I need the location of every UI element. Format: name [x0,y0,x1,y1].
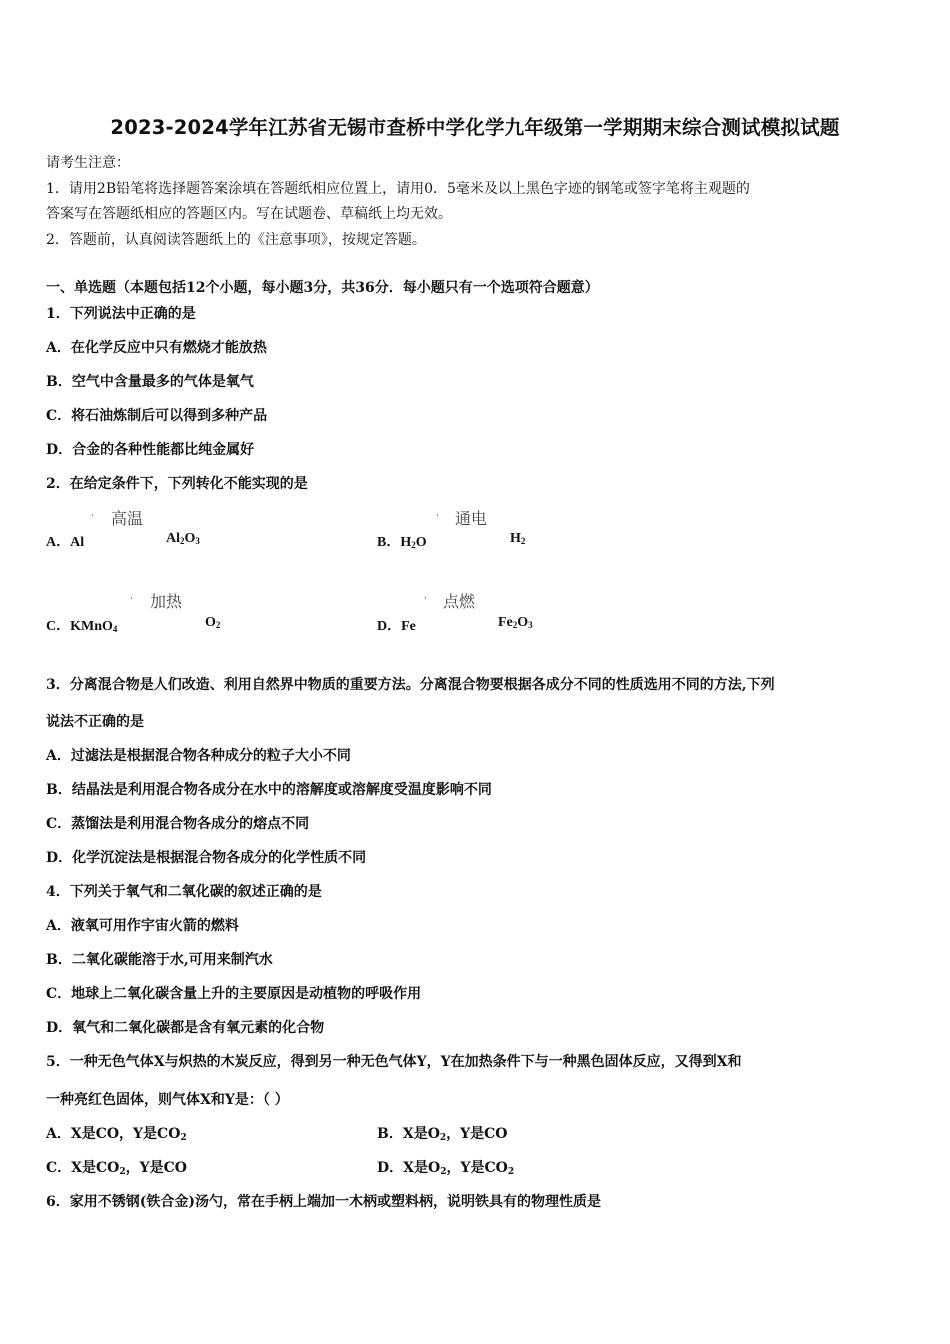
question-5-stem-line-2: 一种亮红色固体，则气体X和Y是：（ ） [46,1092,289,1108]
question-3-option-c: C．蒸馏法是利用混合物各成分的熔点不同 [46,816,310,832]
question-6-stem: 6．家用不锈钢(铁合金)汤勺，常在手柄上端加一木柄或塑料柄，说明铁具有的物理性质是 [46,1194,601,1210]
question-4-stem: 4．下列关于氧气和二氧化碳的叙述正确的是 [46,884,322,900]
question-3-option-a: A．过滤法是根据混合物各种成分的粒子大小不同 [46,748,351,764]
question-1-option-d: D．合金的各种性能都比纯金属好 [46,442,255,458]
question-3-option-d: D．化学沉淀法是根据混合物各成分的化学性质不同 [46,850,367,866]
question-2-b-condition: 通电 [455,509,488,528]
question-3-stem-line-2: 说法不正确的是 [46,714,144,730]
arrow-mark-icon: ˌ [424,591,427,601]
question-3-stem-line-1: 3．分离混合物是人们改造、利用自然界中物质的重要方法。分离混合物要根据各成分不同的性质选用不同的方法,下列 [46,677,775,693]
section-heading: 一、单选题（本题包括12个小题，每小题3分，共36分．每小题只有一个选项符合题意） [46,280,599,296]
question-2-stem: 2．在给定条件下，下列转化不能实现的是 [46,476,308,492]
notice-item-1-line-2: 答案写在答题纸相应的答题区内。写在试题卷、草稿纸上均无效。 [46,206,452,222]
arrow-mark-icon: ˌ [436,508,439,518]
question-2-d-condition: 点燃 [443,592,476,611]
question-2-option-a-reactant: A．Al [46,535,85,550]
question-4-option-c: C．地球上二氧化碳含量上升的主要原因是动植物的呼吸作用 [46,986,422,1002]
question-1-option-c: C．将石油炼制后可以得到多种产品 [46,408,268,424]
question-2-option-c-product: $O_2$ [205,615,221,630]
question-5-stem-line-1: 5．一种无色气体X与炽热的木炭反应，得到另一种无色气体Y，Y在加热条件下与一种黑色固体反应，又得到X和 [46,1054,742,1070]
question-5-option-b: B．X是$O_2$，Y是CO [377,1126,508,1143]
question-3-option-b: B．结晶法是利用混合物各成分在水中的溶解度或溶解度受温度影响不同 [46,782,492,798]
question-5-option-d: D．X是$O_2$，Y是$CO_2$ [377,1160,515,1177]
question-5-option-a: A．X是CO，Y是$CO_2$ [46,1126,187,1143]
question-2-c-condition: 加热 [150,592,183,611]
question-2-option-d-product: $Fe_2O_3$ [498,615,533,630]
question-1-stem: 1．下列说法中正确的是 [46,306,196,322]
question-2-option-b-product: $H_2$ [510,531,526,546]
question-2-option-c-reactant: C．KMnO$_4$ [46,619,118,634]
notice-item-1-line-1: 1．请用2B铅笔将选择题答案涂填在答题纸相应位置上，请用0．5毫米及以上黑色字迹的钢笔或签字笔将主观题的 [46,181,750,197]
notice-item-2: 2．答题前，认真阅读答题纸上的《注意事项》，按规定答题。 [46,232,426,248]
arrow-mark-icon: ˌ [130,591,133,601]
question-4-option-a: A．液氧可用作宇宙火箭的燃料 [46,918,239,934]
page-title: 2023-2024学年江苏省无锡市查桥中学化学九年级第一学期期末综合测试模拟试题 [110,116,840,139]
question-4-option-b: B．二氧化碳能溶于水,可用来制汽水 [46,952,273,968]
arrow-mark-icon: ˌ [91,508,94,518]
question-1-option-a: A．在化学反应中只有燃烧才能放热 [46,340,267,356]
question-1-option-b: B．空气中含量最多的气体是氧气 [46,374,254,390]
question-2-option-b-reactant: B．$H_2O$ [377,535,427,550]
question-5-option-c: C．X是$CO_2$，Y是CO [46,1160,187,1177]
notice-heading: 请考生注意： [46,155,130,171]
question-2-option-a-product: $Al_2O_3$ [166,531,200,546]
question-2-option-d-reactant: D．Fe [377,619,416,634]
question-2-a-condition: 高温 [111,509,144,528]
question-4-option-d: D．氧气和二氧化碳都是含有氧元素的化合物 [46,1020,325,1036]
